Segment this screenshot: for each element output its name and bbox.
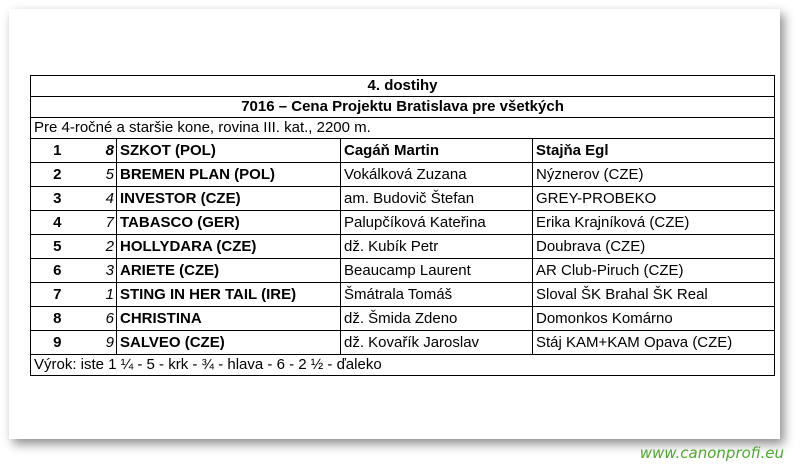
horse-name: SALVEO (CZE) xyxy=(117,331,341,355)
start-number: 6 xyxy=(84,307,117,331)
start-number: 2 xyxy=(84,235,117,259)
jockey-name: Vokálková Zuzana xyxy=(341,163,533,187)
start-number: 8 xyxy=(84,139,117,163)
runner-row xyxy=(31,259,775,283)
race-results-table xyxy=(30,75,775,376)
owner-name: Stáj KAM+KAM Opava (CZE) xyxy=(533,331,775,355)
watermark: www.canonprofi.eu xyxy=(639,444,784,462)
owner-name: Domonkos Komárno xyxy=(533,307,775,331)
finish-position: 2 xyxy=(31,163,84,187)
runner-row xyxy=(31,187,775,211)
jockey-name: Šmátrala Tomáš xyxy=(341,283,533,307)
start-number: 5 xyxy=(84,163,117,187)
jockey-name: Cagáň Martin xyxy=(341,139,533,163)
race-title-row xyxy=(31,76,775,97)
finish-position: 3 xyxy=(31,187,84,211)
race-conditions-row xyxy=(31,118,775,139)
runner-row xyxy=(31,139,775,163)
finish-position: 1 xyxy=(31,139,84,163)
start-number: 3 xyxy=(84,259,117,283)
horse-name: STING IN HER TAIL (IRE) xyxy=(117,283,341,307)
horse-name: ARIETE (CZE) xyxy=(117,259,341,283)
start-number: 7 xyxy=(84,211,117,235)
finish-position: 9 xyxy=(31,331,84,355)
finish-position: 6 xyxy=(31,259,84,283)
owner-name: Doubrava (CZE) xyxy=(533,235,775,259)
horse-name: HOLLYDARA (CZE) xyxy=(117,235,341,259)
runner-row xyxy=(31,163,775,187)
race-name: 7016 – Cena Projektu Bratislava pre všetkých xyxy=(31,97,775,118)
race-name-row xyxy=(31,97,775,118)
runner-row xyxy=(31,307,775,331)
start-number: 4 xyxy=(84,187,117,211)
jockey-name: am. Budovič Štefan xyxy=(341,187,533,211)
owner-name: Stajňa Egl xyxy=(533,139,775,163)
horse-name: BREMEN PLAN (POL) xyxy=(117,163,341,187)
owner-name: Erika Krajníková (CZE) xyxy=(533,211,775,235)
finish-position: 7 xyxy=(31,283,84,307)
owner-name: Nýznerov (CZE) xyxy=(533,163,775,187)
jockey-name: dž. Šmida Zdeno xyxy=(341,307,533,331)
horse-name: INVESTOR (CZE) xyxy=(117,187,341,211)
runner-row xyxy=(31,283,775,307)
horse-name: TABASCO (GER) xyxy=(117,211,341,235)
owner-name: GREY-PROBEKO xyxy=(533,187,775,211)
jockey-name: dž. Kovařík Jaroslav xyxy=(341,331,533,355)
start-number: 1 xyxy=(84,283,117,307)
jockey-name: dž. Kubík Petr xyxy=(341,235,533,259)
finish-margins: Výrok: iste 1 ¼ - 5 - krk - ¾ - hlava - 6 - 2 ½ - ďaleko xyxy=(31,355,775,376)
runner-row xyxy=(31,235,775,259)
horse-name: CHRISTINA xyxy=(117,307,341,331)
runner-row xyxy=(31,331,775,355)
finish-position: 8 xyxy=(31,307,84,331)
race-title: 4. dostihy xyxy=(31,76,775,97)
runner-row xyxy=(31,211,775,235)
owner-name: Sloval ŠK Brahal ŠK Real xyxy=(533,283,775,307)
margins-row xyxy=(31,355,775,376)
horse-name: SZKOT (POL) xyxy=(117,139,341,163)
jockey-name: Palupčíková Kateřina xyxy=(341,211,533,235)
finish-position: 5 xyxy=(31,235,84,259)
owner-name: AR Club-Piruch (CZE) xyxy=(533,259,775,283)
jockey-name: Beaucamp Laurent xyxy=(341,259,533,283)
race-conditions: Pre 4-ročné a staršie kone, rovina III. kat., 2200 m. xyxy=(31,118,775,139)
finish-position: 4 xyxy=(31,211,84,235)
start-number: 9 xyxy=(84,331,117,355)
